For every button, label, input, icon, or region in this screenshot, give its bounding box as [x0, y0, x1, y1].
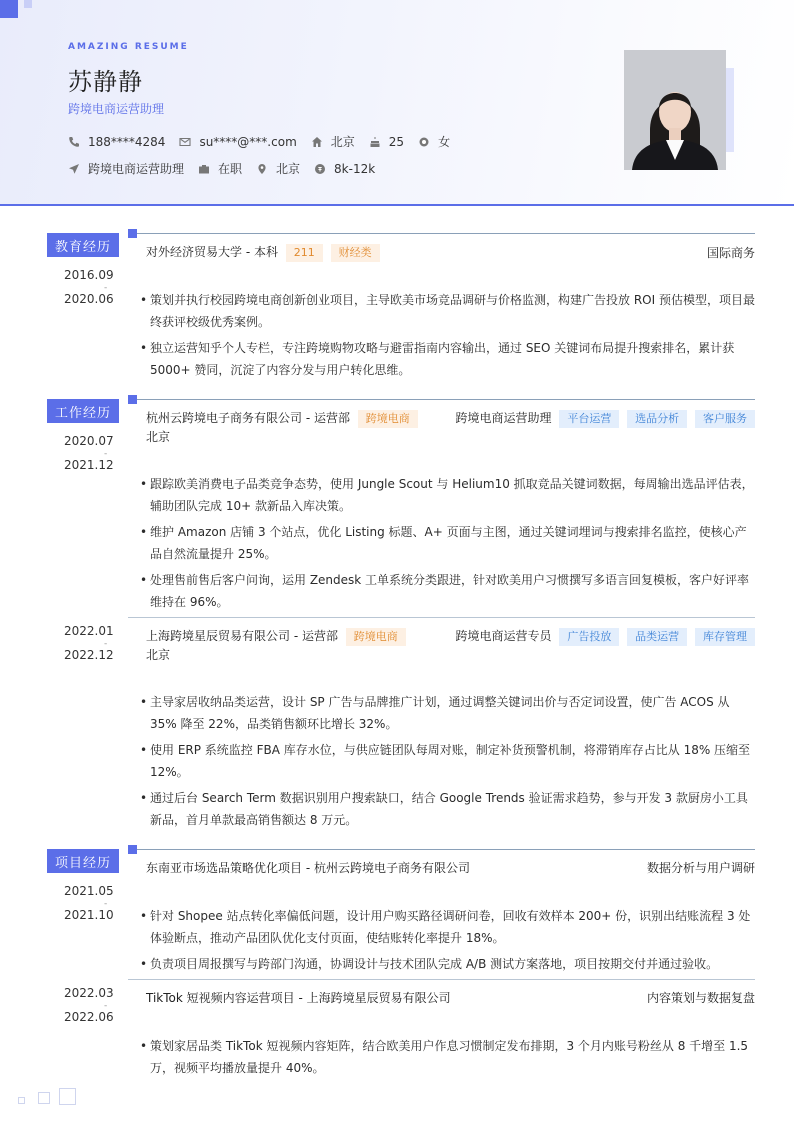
profile-photo	[624, 50, 726, 170]
section-divider	[137, 849, 755, 850]
work-location: 北京	[146, 430, 171, 444]
skill-tag: 库存管理	[695, 628, 755, 646]
edu-bullet: • 策划并执行校园跨境电商创新创业项目，主导欧美市场竞品调研与价格监测，构建广告投放 ROI 预估模型，项目最终获评校级优秀案例。	[140, 289, 755, 333]
work-start-date: 2020.07	[64, 434, 114, 448]
project-bullet: • 负责项目周报撰写与跨部门沟通，协调设计与技术团队完成 A/B 测试方案落地，项目按期交付并通过验收。	[140, 953, 755, 975]
edu-bullet: • 独立运营知乎个人专栏，专注跨境购物攻略与避雷指南内容输出，通过 SEO 关键词布局提升搜索排名，累计获 5000+ 赞同，沉淀了内容分发与用户转化思维。	[140, 337, 755, 381]
project-bullet: • 针对 Shopee 站点转化率偏低问题，设计用户购买路径调研问卷，回收有效样本 200+ 份，识别出结账流程 3 处体验断点，推动产品团队优化支付页面，使结账转化率提升 18%。	[140, 905, 755, 949]
status-text: 在职	[218, 162, 243, 176]
corner-decoration	[0, 0, 18, 18]
work-bullet: • 通过后台 Search Term 数据识别用户搜索缺口，结合 Google Trends 验证需求趋势，参与开发 3 款厨房小工具新品，首月单款最高销售额达 8 万元。	[140, 787, 755, 831]
work-position-line	[456, 409, 756, 428]
footer-decoration	[59, 1088, 76, 1105]
edu-school-line	[146, 243, 380, 262]
project-role: 数据分析与用户调研	[646, 861, 755, 875]
send-icon	[68, 163, 80, 175]
work-company: 杭州云跨境电子商务有限公司 - 运营部	[146, 411, 350, 425]
project-name: 东南亚市场选品策略优化项目 - 杭州云跨境电子商务有限公司	[146, 861, 470, 875]
age-text: 25	[388, 134, 405, 149]
date-separator: -	[104, 283, 108, 293]
project-role: 内容策划与数据复盘	[646, 991, 755, 1005]
status-info	[198, 160, 242, 177]
salary-info	[314, 162, 375, 176]
briefcase-icon	[198, 163, 210, 175]
target-city-info	[256, 160, 300, 177]
gender-text: 女	[438, 135, 451, 149]
skill-tag: 品类运营	[627, 628, 687, 646]
section-title-work: 工作经历	[47, 399, 119, 423]
email-info	[179, 135, 296, 149]
work-company: 上海跨境星辰贸易有限公司 - 运营部	[146, 629, 338, 643]
edu-major: 国际商务	[706, 246, 755, 260]
gender-icon	[418, 136, 430, 148]
work-bullet: • 使用 ERP 系统监控 FBA 库存水位，与供应链团队每周对账，制定补货预警机制，将滞销库存占比从 18% 压缩至 12%。	[140, 739, 755, 783]
section-title-education: 教育经历	[47, 233, 119, 257]
entry-divider	[128, 617, 755, 618]
project-bullet: • 策划家居品类 TikTok 短视频内容矩阵，结合欧美用户作息习惯制定发布排期，3 个月内账号粉丝从 8 千增至 1.5 万，视频平均播放量提升 40%。	[140, 1035, 755, 1079]
work-position: 跨境电商运营助理	[455, 411, 552, 425]
section-divider	[137, 399, 755, 400]
project-end-date: 2021.10	[64, 908, 114, 922]
project-end-date: 2022.06	[64, 1010, 114, 1024]
job-intent-row	[68, 160, 389, 177]
pin-icon	[256, 163, 268, 175]
city-text: 北京	[330, 135, 355, 149]
work-company-line	[146, 627, 406, 646]
contact-row	[68, 133, 464, 150]
footer-decoration	[38, 1092, 50, 1104]
skill-tag: 客户服务	[695, 410, 755, 428]
gender-info	[418, 133, 450, 150]
date-separator: -	[104, 639, 108, 649]
edu-tag: 财经类	[331, 244, 380, 262]
phone-info	[68, 135, 165, 149]
skill-tag: 平台运营	[559, 410, 619, 428]
candidate-role: 跨境电商运营助理	[68, 102, 165, 116]
footer-decoration	[18, 1097, 25, 1104]
cake-icon	[369, 136, 381, 148]
section-marker	[128, 845, 137, 854]
skill-tag: 广告投放	[559, 628, 619, 646]
corner-decoration-small	[24, 0, 32, 8]
project-name: TikTok 短视频内容运营项目 - 上海跨境星辰贸易有限公司	[146, 991, 451, 1005]
email-text: su****@***.com	[199, 134, 297, 149]
work-bullet: • 主导家居收纳品类运营，设计 SP 广告与品牌推广计划，通过调整关键词出价与否定词设置，使广告 ACOS 从 35% 降至 22%，品类销售额环比增长 32%。	[140, 691, 755, 735]
section-marker	[128, 395, 137, 404]
age-info	[369, 135, 404, 149]
project-start-date: 2022.03	[64, 986, 114, 1000]
work-company-tag: 跨境电商	[346, 628, 406, 646]
section-divider	[137, 233, 755, 234]
date-separator: -	[104, 899, 108, 909]
money-icon	[314, 163, 326, 175]
date-separator: -	[104, 1001, 108, 1011]
section-marker	[128, 229, 137, 238]
edu-end-date: 2020.06	[64, 292, 114, 306]
brand-label: AMAZING RESUME	[68, 42, 189, 52]
work-company-tag: 跨境电商	[358, 410, 418, 428]
work-position: 跨境电商运营专员	[455, 629, 552, 643]
work-position-line	[456, 627, 756, 646]
work-location: 北京	[146, 648, 171, 662]
work-bullet: • 跟踪欧美消费电子品类竞争态势，使用 Jungle Scout 与 Helium10 抓取竞品关键词数据，每周输出选品评估表，辅助团队完成 10+ 款新品入库决策。	[140, 473, 755, 517]
mail-icon	[179, 136, 191, 148]
work-end-date: 2022.12	[64, 648, 114, 662]
work-start-date: 2022.01	[64, 624, 114, 638]
section-title-projects: 项目经历	[47, 849, 119, 873]
skill-tag: 选品分析	[627, 410, 687, 428]
edu-school: 对外经济贸易大学 - 本科	[146, 245, 278, 259]
work-company-line	[146, 409, 418, 428]
phone-text: 188****4284	[88, 134, 166, 149]
target-role-text: 跨境电商运营助理	[88, 162, 185, 176]
work-bullet: • 维护 Amazon 店铺 3 个站点，优化 Listing 标题、A+ 页面与主图，通过关键词埋词与搜索排名监控，使核心产品自然流量提升 25%。	[140, 521, 755, 565]
target-role-info	[68, 160, 184, 177]
city-info	[311, 133, 355, 150]
entry-divider	[128, 979, 755, 980]
date-separator: -	[104, 449, 108, 459]
edu-start-date: 2016.09	[64, 268, 114, 282]
candidate-name: 苏静静	[68, 68, 143, 96]
resume-header	[0, 0, 794, 206]
project-start-date: 2021.05	[64, 884, 114, 898]
phone-icon	[68, 136, 80, 148]
home-icon	[311, 136, 323, 148]
target-city-text: 北京	[276, 162, 301, 176]
work-bullet: • 处理售前售后客户问询，运用 Zendesk 工单系统分类跟进，针对欧美用户习惯撰写多语言回复模板，客户好评率维持在 96%。	[140, 569, 755, 613]
work-end-date: 2021.12	[64, 458, 114, 472]
salary-text: 8k-12k	[334, 161, 376, 176]
edu-tag: 211	[286, 244, 323, 262]
